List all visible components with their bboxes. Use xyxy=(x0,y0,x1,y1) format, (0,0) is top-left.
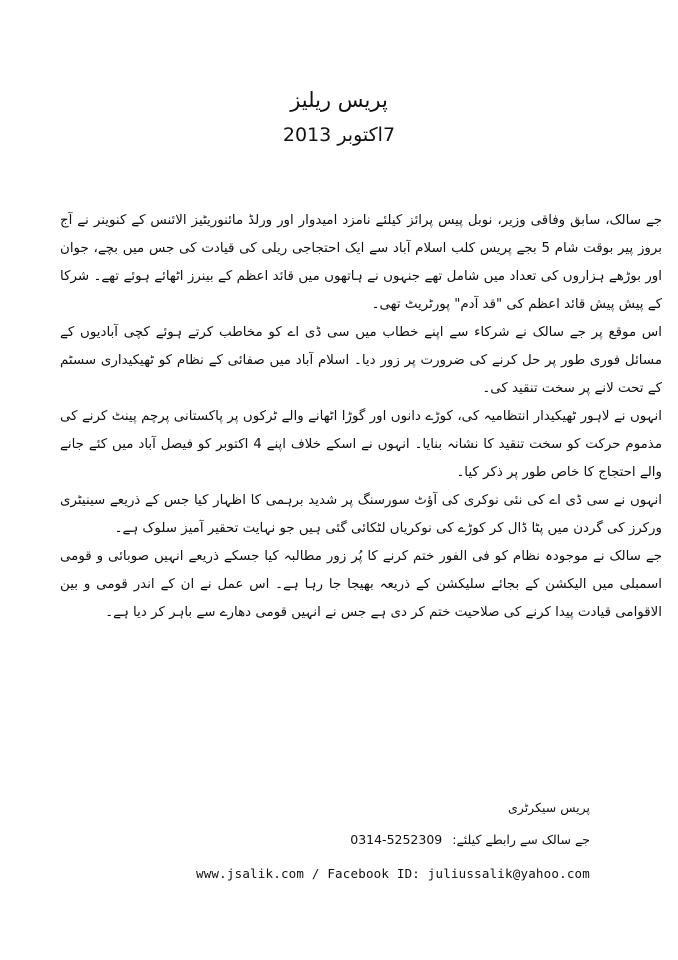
paragraph-election-demand: جے سالک نے موجودہ نظام کو فی الفور ختم کرنے کا پُر زور مطالبہ کیا جسکے ذریعے انہیں صوبائی و قومی اسمبلی میں الیکشن کے بجائے سلیکشن کے ذریعہ بھیجا جا رہا ہے۔ اس عمل نے ان کے اندر قومی و بین الاقوامی قیادت پیدا کرنے کی صلاحیت ختم کر دی ہے جس نے انہیں قومی دھارے سے باہر کر دیا ہے۔ xyxy=(60,549,662,620)
release-body xyxy=(60,207,662,627)
contact-phone: 0314-5252309 xyxy=(350,832,443,847)
paragraph-rally: جے سالک، سابق وفاقی وزیر، نوبل پیس پرائز کیلئے نامزد امیدوار اور ورلڈ مائنوریٹیز الائنس کے کنوینر نے آج بروز پیر بوقت شام 5 بجے پریس کلب اسلام آباد سے ایک احتجاجی ریلی کی قیادت کی جس میں بچے، جوان اور بوڑھے ہزاروں کی تعداد میں شامل تھے جنہوں نے ہاتھوں میں قائد اعظم کے بینرز اٹھائے ہوئے تھے۔ شرکا کے پیش پیش قائد اعظم کی "قد آدم" پورٹریٹ تھی۔ xyxy=(60,213,662,312)
paragraph-lahore-criticism: انہوں نے لاہور ٹھیکیدار انتظامیہ کی، کوڑے دانوں اور گوڑا اٹھانے والے ٹرکوں پر پاکستانی پرچم پینٹ کرنے کی مذموم حرکت کو سخت تنقید کا نشانہ بنایا۔ انہوں نے اسکے خلاف اپنے 4 اکتوبر کو فیصل آباد میں کئے جانے والے احتجاج کا خاص طور پر ذکر کیا۔ xyxy=(60,409,662,480)
link-separator: / xyxy=(311,866,328,881)
footer-links xyxy=(196,866,590,881)
page-title: پریس ریلیز xyxy=(290,88,388,112)
facebook-id: Facebook ID: juliussalik@yahoo.com xyxy=(327,866,590,881)
contact-label: جے سالک سے رابطے کیلئے: xyxy=(452,832,590,847)
signature-title: پریس سیکرٹری xyxy=(508,800,590,815)
paragraph-cda-address: اس موقع پر جے سالک نے شرکاء سے اپنے خطاب میں سی ڈی اے کو مخاطب کرتے ہوئے کچی آبادیوں کے مسائل فوری طور پر حل کرنے کی ضرورت پر زور دیا۔ اسلام آباد میں صفائی کے نظام کو ٹھیکیداری سسٹم کے تحت لانے پر سخت تنقید کی۔ xyxy=(60,325,662,396)
paragraph-outsourcing: انہوں نے سی ڈی اے کی نئی نوکری کی آؤٹ سورسنگ پر شدید برہمی کا اظہار کیا جس کے ذریعے سینیٹری ورکرز کی گردن میں پٹا ڈال کر کوڑے کی نوکریاں لٹکائی گئی ہیں جو نہایت تحقیر آمیز سلوک ہے۔ xyxy=(60,493,662,536)
website-link[interactable]: www.jsalik.com xyxy=(195,866,305,881)
release-date: 7اکتوبر 2013 xyxy=(282,124,396,146)
contact-line xyxy=(350,832,590,847)
